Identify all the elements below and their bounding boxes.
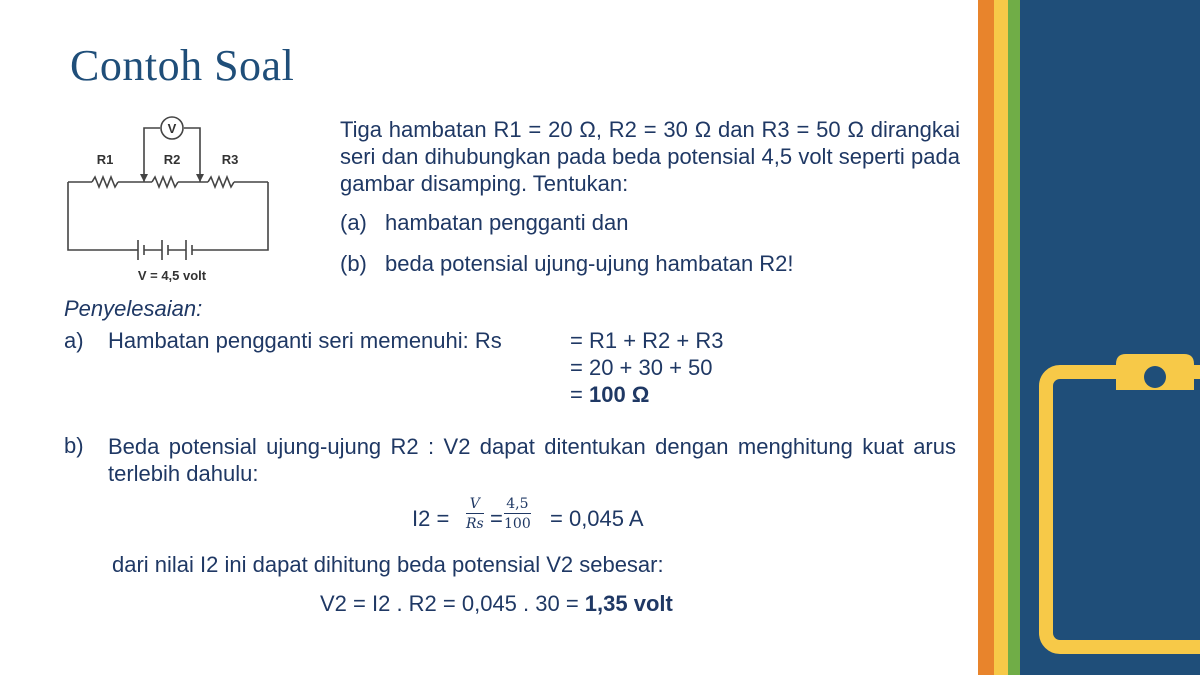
- eq-lhs: I2 =: [412, 506, 450, 531]
- fraction-v-rs-den: Rs: [466, 516, 484, 532]
- part-b-text: Beda potensial ujung-ujung R2 : V2 dapat ditentukan dengan menghitung kuat arus terlebih dahulu:: [108, 434, 956, 486]
- resistor-label-r3: R3: [221, 152, 239, 167]
- option-a-label: (a): [340, 210, 367, 235]
- option-a-text: hambatan pengganti dan: [385, 210, 629, 235]
- part-a-line3: [570, 382, 649, 408]
- eq-mid: =: [490, 506, 503, 531]
- option-b-text: beda potensial ujung-ujung hambatan R2!: [385, 251, 794, 276]
- source-label: V = 4,5 volt: [137, 268, 207, 283]
- fraction-v-rs-num: V: [466, 496, 484, 514]
- fraction-values-num: 4,5: [504, 496, 531, 514]
- slide-title: Contoh Soal: [70, 41, 295, 90]
- voltmeter-label: V: [167, 121, 177, 136]
- resistor-label-r1: R1: [96, 152, 114, 167]
- fraction-values: [504, 496, 531, 532]
- eq-rhs: = 0,045 A: [550, 506, 644, 531]
- part-b-label: b): [64, 433, 84, 458]
- solution-heading: Penyelesaian:: [64, 296, 203, 321]
- final-result: 1,35 volt: [584, 591, 673, 616]
- fraction-v-rs: [466, 496, 484, 532]
- option-b-label: (b): [340, 251, 367, 276]
- part-a-line3-prefix: =: [570, 382, 589, 407]
- part-a-result: 100 Ω: [588, 382, 650, 407]
- option-b: [340, 251, 794, 277]
- resistor-label-r2: R2: [163, 152, 181, 167]
- part-a-line2: = 20 + 30 + 50: [570, 355, 713, 380]
- part-a-label: a): [64, 328, 84, 353]
- part-b-follow: dari nilai I2 ini dapat dihitung beda potensial V2 sebesar:: [112, 552, 664, 577]
- final-equation-prefix: V2 = I2 . R2 = 0,045 . 30 =: [320, 591, 585, 616]
- part-a-line1: = R1 + R2 + R3: [570, 328, 724, 353]
- final-equation: [320, 591, 673, 617]
- part-a-text: Hambatan pengganti seri memenuhi: Rs: [108, 328, 502, 353]
- fraction-values-den: 100: [504, 516, 531, 532]
- problem-text: Tiga hambatan R1 = 20 Ω, R2 = 30 Ω dan R3 = 50 Ω dirangkai seri dan dihubungkan pada beda potensial 4,5 volt seperti pada gambar disamping. Tentukan:: [340, 117, 960, 196]
- option-a: [340, 210, 628, 236]
- circuit-diagram: [60, 112, 280, 287]
- decorative-panel: [978, 0, 1200, 675]
